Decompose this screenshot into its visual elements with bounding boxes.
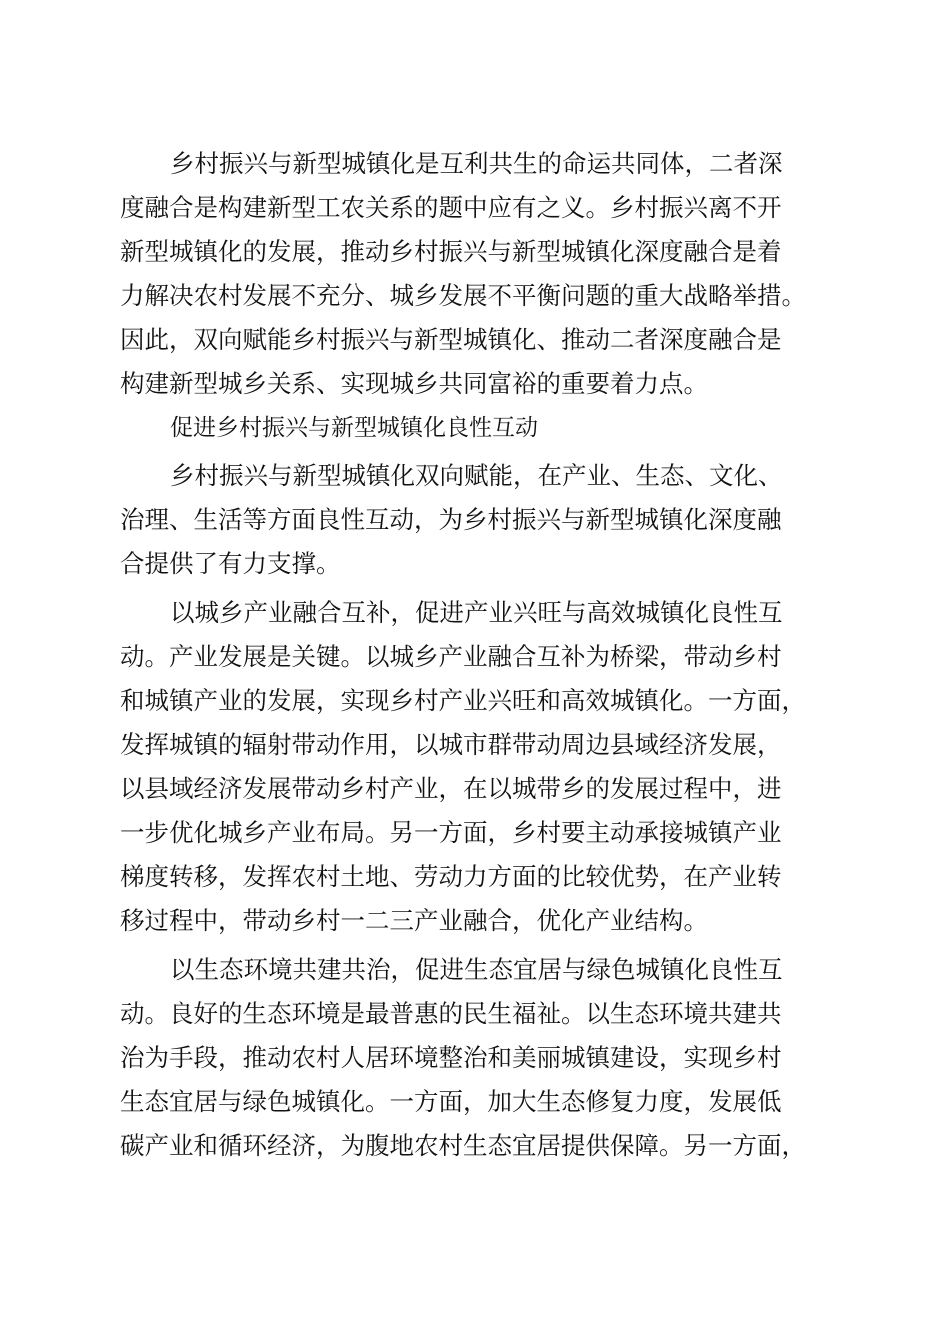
text-line: 碳产业和循环经济，为腹地农村生态宜居提供保障。另一方面， xyxy=(120,1131,806,1160)
text-line: 合提供了有力支撑。 xyxy=(120,549,341,578)
text-line: 动。产业发展是关键。以城乡产业融合互补为桥梁，带动乡村 xyxy=(120,642,782,671)
text-line: 一步优化城乡产业布局。另一方面，乡村要主动承接城镇产业 xyxy=(120,818,782,847)
text-line: 治理、生活等方面良性互动，为乡村振兴与新型城镇化深度融 xyxy=(120,505,782,534)
text-line: 以县域经济发展带动乡村产业，在以城带乡的发展过程中，进 xyxy=(120,774,782,803)
text-line: 治为手段，推动农村人居环境整治和美丽城镇建设，实现乡村 xyxy=(120,1043,782,1072)
text-line: 度融合是构建新型工农关系的题中应有之义。乡村振兴离不开 xyxy=(120,193,782,222)
text-line: 力解决农村发展不充分、城乡发展不平衡问题的重大战略举措。 xyxy=(120,281,806,310)
text-line: 乡村振兴与新型城镇化双向赋能，在产业、生态、文化、 xyxy=(170,461,783,490)
text-line: 构建新型城乡关系、实现城乡共同富裕的重要着力点。 xyxy=(120,369,708,398)
text-line: 和城镇产业的发展，实现乡村产业兴旺和高效城镇化。一方面， xyxy=(120,686,806,715)
text-line: 因此，双向赋能乡村振兴与新型城镇化、推动二者深度融合是 xyxy=(120,325,782,354)
text-line: 乡村振兴与新型城镇化是互利共生的命运共同体，二者深 xyxy=(170,149,783,178)
text-line: 移过程中，带动乡村一二三产业融合，优化产业结构。 xyxy=(120,906,708,935)
text-line: 新型城镇化的发展，推动乡村振兴与新型城镇化深度融合是着 xyxy=(120,237,782,266)
section-heading: 促进乡村振兴与新型城镇化良性互动 xyxy=(170,415,538,441)
text-line: 动。良好的生态环境是最普惠的民生福祉。以生态环境共建共 xyxy=(120,999,782,1028)
text-line: 梯度转移，发挥农村土地、劳动力方面的比较优势，在产业转 xyxy=(120,862,782,891)
text-line: 以城乡产业融合互补，促进产业兴旺与高效城镇化良性互 xyxy=(170,598,783,627)
text-line: 以生态环境共建共治，促进生态宜居与绿色城镇化良性互 xyxy=(170,955,783,984)
text-line: 发挥城镇的辐射带动作用，以城市群带动周边县域经济发展， xyxy=(120,730,782,759)
text-line: 生态宜居与绿色城镇化。一方面，加大生态修复力度，发展低 xyxy=(120,1087,782,1116)
